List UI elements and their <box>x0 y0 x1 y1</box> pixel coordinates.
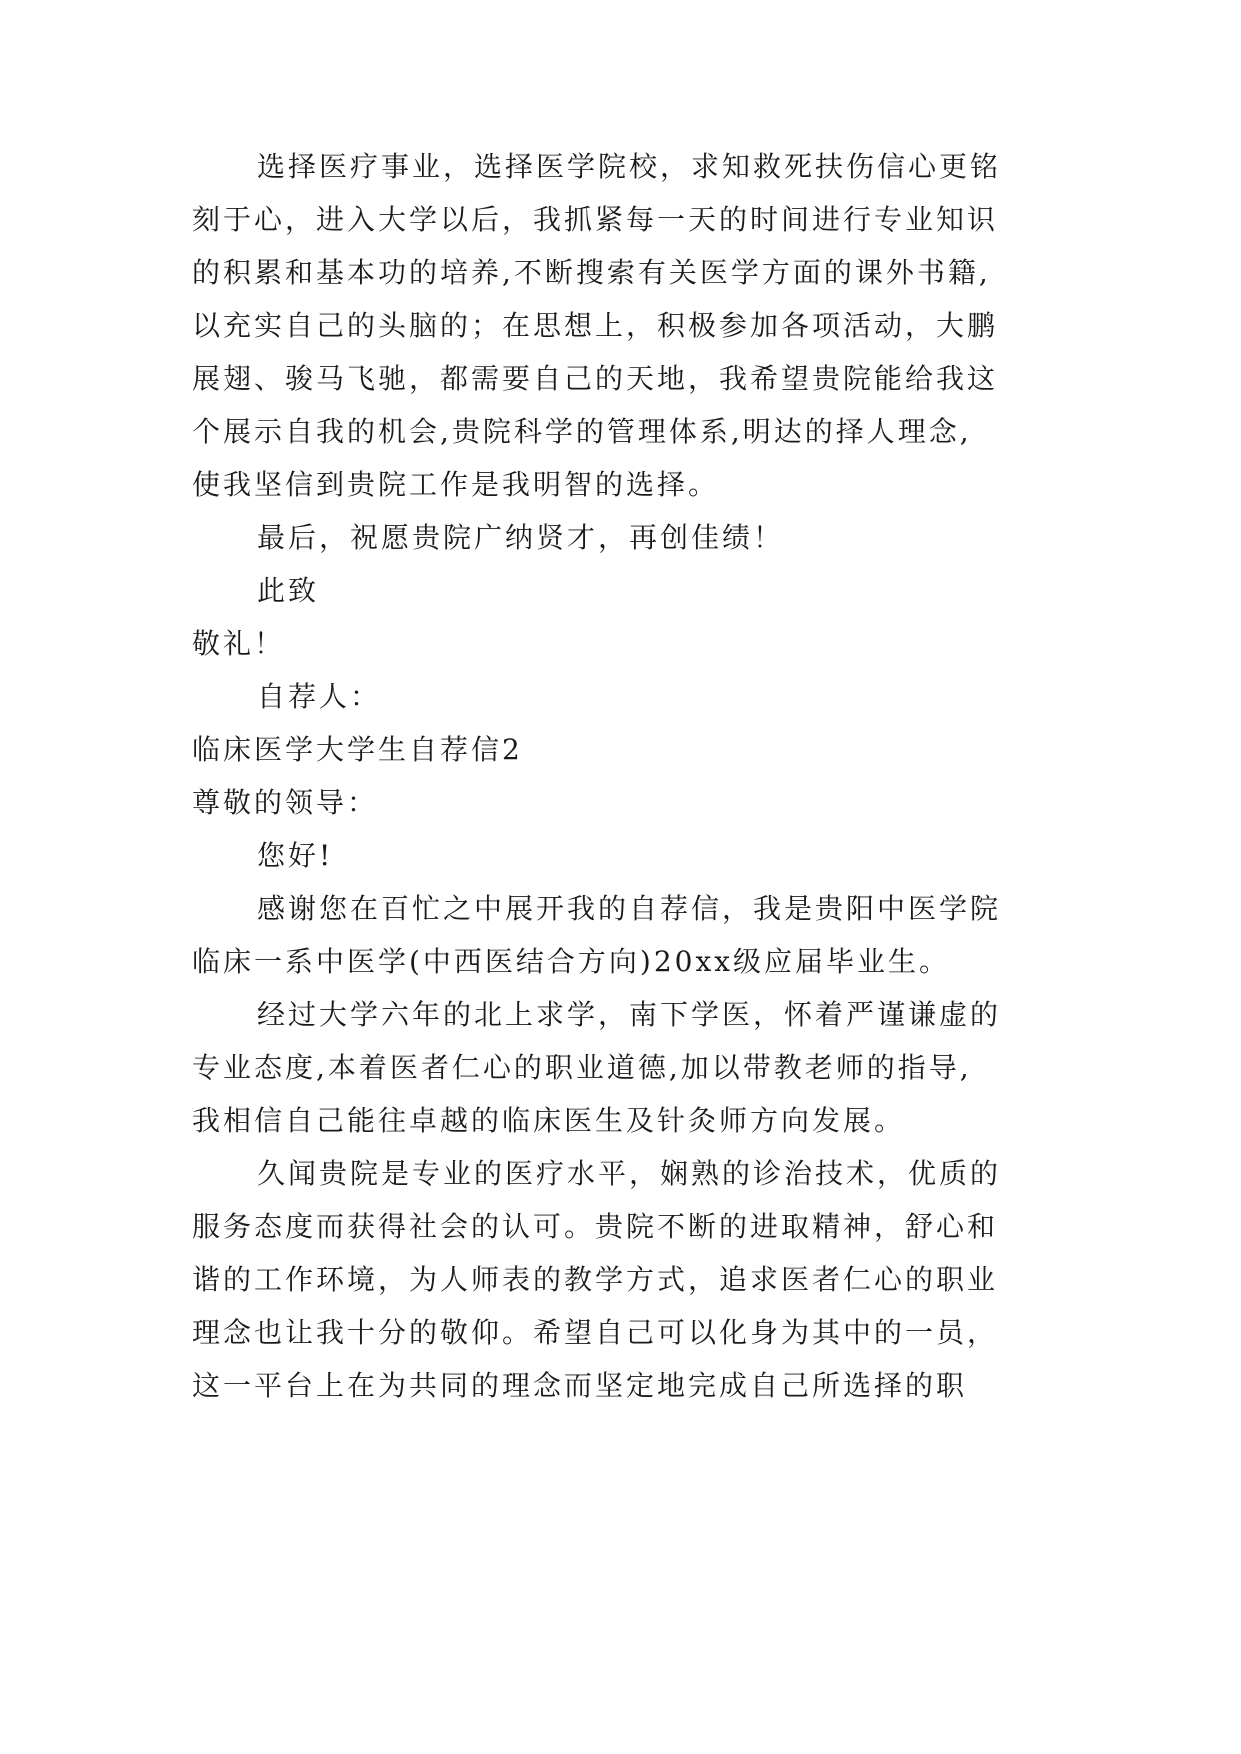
closing-wish: 最后，祝愿贵院广纳贤才，再创佳绩！ <box>257 521 785 554</box>
signature-label: 自荐人： <box>257 680 382 713</box>
paragraph-1-line-3: 的积累和基本功的培养,不断搜索有关医学方面的课外书籍, <box>192 256 991 289</box>
paragraph-1-line-7: 使我坚信到贵院工作是我明智的选择。 <box>192 468 720 501</box>
paragraph-1-line-2: 刻于心，进入大学以后，我抓紧每一天的时间进行专业知识 <box>192 203 999 236</box>
greeting: 您好! <box>257 839 334 872</box>
paragraph-3-line-2: 专业态度,本着医者仁心的职业道德,加以带教老师的指导, <box>192 1051 972 1084</box>
paragraph-4-line-2: 服务态度而获得社会的认可。贵院不断的进取精神，舒心和 <box>192 1210 999 1243</box>
paragraph-1-line-1: 选择医疗事业，选择医学院校，求知救死扶伤信心更铭 <box>257 150 1002 183</box>
salutation: 尊敬的领导： <box>192 786 379 819</box>
paragraph-2-line-2: 临床一系中医学(中西医结合方向)20xx级应届毕业生。 <box>192 945 951 978</box>
paragraph-4-line-5: 这一平台上在为共同的理念而坚定地完成自己所选择的职 <box>192 1369 968 1402</box>
paragraph-1-line-6: 个展示自我的机会,贵院科学的管理体系,明达的择人理念, <box>192 415 972 448</box>
paragraph-1-line-5: 展翅、骏马飞驰，都需要自己的天地，我希望贵院能给我这 <box>192 362 999 395</box>
paragraph-3-line-1: 经过大学六年的北上求学，南下学医，怀着严谨谦虚的 <box>257 998 1002 1031</box>
paragraph-1-line-4: 以充实自己的头脑的；在思想上，积极参加各项活动，大鹏 <box>192 309 999 342</box>
letter-2-title: 临床医学大学生自荐信2 <box>192 733 523 766</box>
paragraph-3-line-3: 我相信自己能往卓越的临床医生及针灸师方向发展。 <box>192 1104 906 1137</box>
closing-cizhi: 此致 <box>257 574 320 607</box>
paragraph-4-line-3: 谐的工作环境，为人师表的教学方式，追求医者仁心的职业 <box>192 1263 999 1296</box>
paragraph-4-line-4: 理念也让我十分的敬仰。希望自己可以化身为其中的一员， <box>192 1316 999 1349</box>
paragraph-4-line-1: 久闻贵院是专业的医疗水平，娴熟的诊治技术，优质的 <box>257 1157 1002 1190</box>
paragraph-2-line-1: 感谢您在百忙之中展开我的自荐信，我是贵阳中医学院 <box>257 892 1002 925</box>
closing-jingli: 敬礼！ <box>192 627 286 660</box>
